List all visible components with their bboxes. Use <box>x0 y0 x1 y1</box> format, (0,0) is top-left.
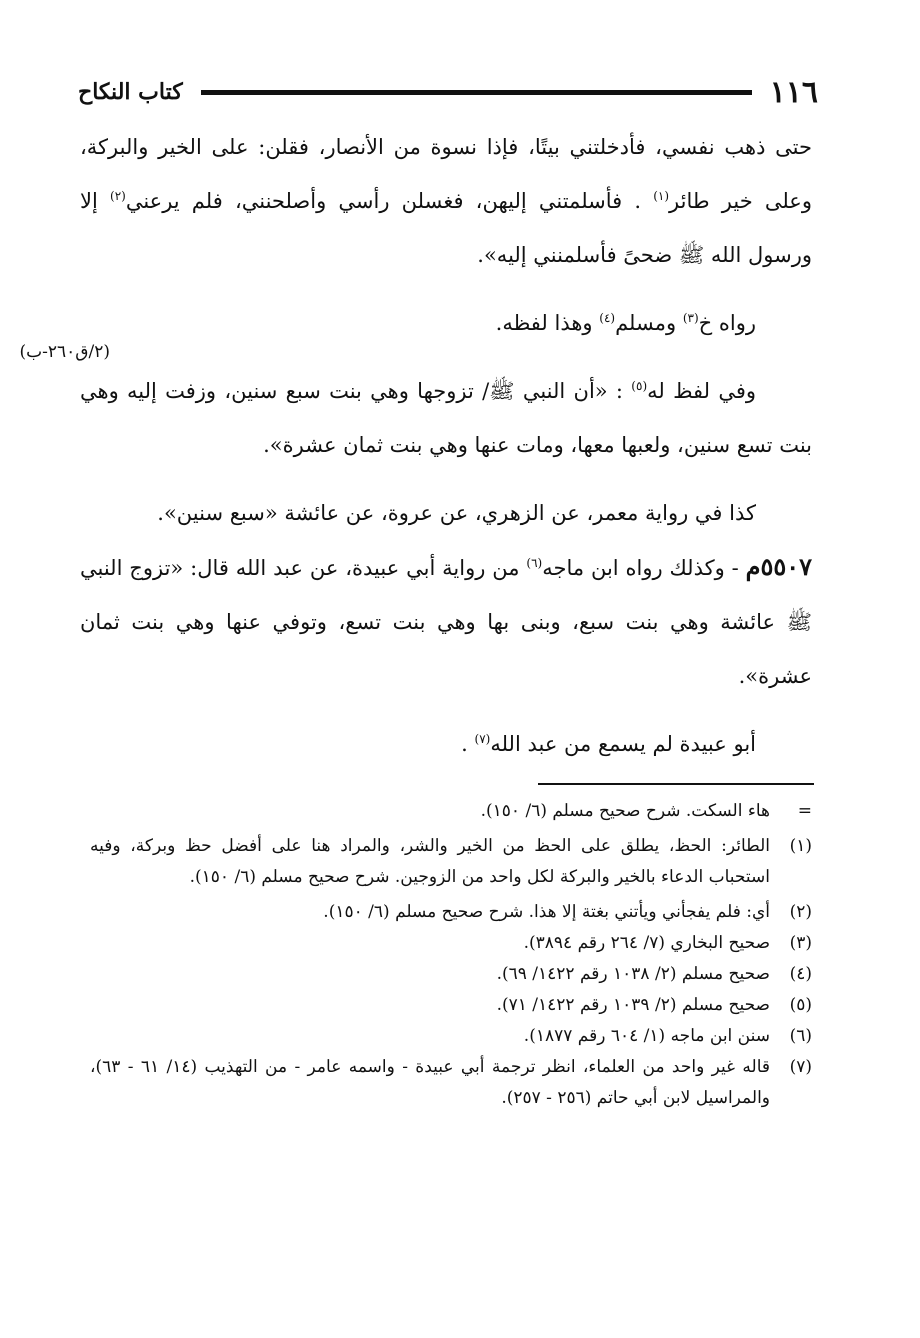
page-header <box>78 72 818 112</box>
page-number: ١١٦ <box>769 74 818 110</box>
running-title: كتاب النكاح <box>78 79 183 105</box>
paragraph-3 <box>80 364 812 472</box>
footnote-text: صحيح مسلم (٢/ ١٠٣٨ رقم ١٤٢٢/ ٦٩). <box>496 964 770 984</box>
footnote-item <box>90 1021 812 1052</box>
footnote-text: صحيح البخاري (٧/ ٢٦٤ رقم ٣٨٩٤). <box>523 933 770 953</box>
text-run: وهذا لفظه. <box>495 311 600 335</box>
header-rule <box>201 90 752 95</box>
footnote-number: (٢) <box>789 902 812 922</box>
footnote-ref: (٣) <box>682 311 699 325</box>
text-run: . <box>461 732 475 756</box>
footnote-number: (٤) <box>789 964 812 984</box>
footnote-ref: (٢) <box>110 189 126 203</box>
footnote-text: قاله غير واحد من العلماء، انظر ترجمة أبي عبيدة - واسمه عامر - من التهذيب (١٤/ ٦١ - ٦٣)، والمراسيل لابن أبي حاتم (٢٥٦ - ٢٥٧). <box>90 1057 770 1108</box>
footnote-ref: (٧) <box>474 732 491 746</box>
margin-note: (٢/ق٢٦٠-ب) <box>19 342 110 362</box>
footnote-text: سنن ابن ماجه (١/ ٦٠٤ رقم ١٨٧٧). <box>523 1026 770 1046</box>
footnote-text: الطائر: الحظ، يطلق على الحظ من الخير والشر، والمراد هنا على أفضل حظ وبركة، وفيه استحباب الدعاء بالخير والبركة لكل واحد من الزوجين. شرح صحيح مسلم (٦/ ١٥٠). <box>90 836 770 887</box>
footnote-ref: (٦) <box>526 556 543 570</box>
text-run: حتى ذهب نفسي، فأدخلتني بيتًا، فإذا نسوة من الأنصار، فقلن: على الخير والبركة، وعلى خير طائر <box>80 135 812 213</box>
footnote-item <box>90 990 812 1021</box>
footnote-number: (٦) <box>789 1026 812 1046</box>
footnote-text: أي: فلم يفجأني ويأتني بغتة إلا هذا. شرح صحيح مسلم (٦/ ١٥٠). <box>323 902 770 922</box>
text-run: : «أن النبي ﷺ/ تزوجها وهي بنت سبع سنين، وزفت إليه وهي بنت تسع سنين، ولعبها معها، ومات عنها وهي بنت ثمان عشرة». <box>80 379 812 457</box>
footnote-item <box>90 796 812 827</box>
paragraph-4 <box>80 486 812 540</box>
footnote-text: صحيح مسلم (٢/ ١٠٣٩ رقم ١٤٢٢/ ٧١). <box>496 995 770 1015</box>
footnote-item <box>90 1052 812 1114</box>
footnote-item <box>90 831 812 893</box>
paragraph-5 <box>80 540 812 703</box>
footnote-item <box>90 928 812 959</box>
text-run: أبو عبيدة لم يسمع من عبد الله <box>490 732 756 756</box>
footnote-number: (٧) <box>789 1057 812 1077</box>
text-run: كذا في رواية معمر، عن الزهري، عن عروة، عن عائشة «سبع سنين». <box>157 501 756 525</box>
footnote-item <box>90 897 812 928</box>
paragraph-1 <box>80 120 812 282</box>
hadith-number: ٥٥٠٧م <box>745 552 813 581</box>
footnote-text: هاء السكت. شرح صحيح مسلم (٦/ ١٥٠). <box>480 801 770 821</box>
paragraph-2 <box>80 296 812 350</box>
footnote-number: = <box>797 801 812 821</box>
text-run: رواه خ <box>698 311 756 335</box>
text-run: إلا ورسول الله ﷺ ضحىً فأسلمنني إليه». <box>80 189 812 267</box>
footnote-ref: (١) <box>653 189 670 203</box>
text-run: من رواية أبي عبيدة، عن عبد الله قال: «تزوج النبي ﷺ عائشة وهي بنت سبع، وبنى بها وهي بنت تسع، وتوفي عنها وهي بنت ثمان عشرة». <box>80 556 812 688</box>
text-run: . فأسلمتني إليهن، فغسلن رأسي وأصلحنني، فلم يرعني <box>125 189 654 213</box>
footnote-number: (١) <box>789 836 812 856</box>
footnote-number: (٥) <box>789 995 812 1015</box>
text-run: ومسلم <box>615 311 683 335</box>
footnote-ref: (٥) <box>631 379 648 393</box>
paragraph-6 <box>80 717 812 771</box>
footnotes <box>90 796 812 1114</box>
text-run: وفي لفظ له <box>647 379 756 403</box>
footnote-item <box>90 959 812 990</box>
footnote-ref: (٤) <box>599 311 616 325</box>
text-run: - وكذلك رواه ابن ماجه <box>542 556 746 580</box>
footnote-number: (٣) <box>789 933 812 953</box>
footnote-separator <box>538 783 814 785</box>
main-text <box>80 120 812 771</box>
